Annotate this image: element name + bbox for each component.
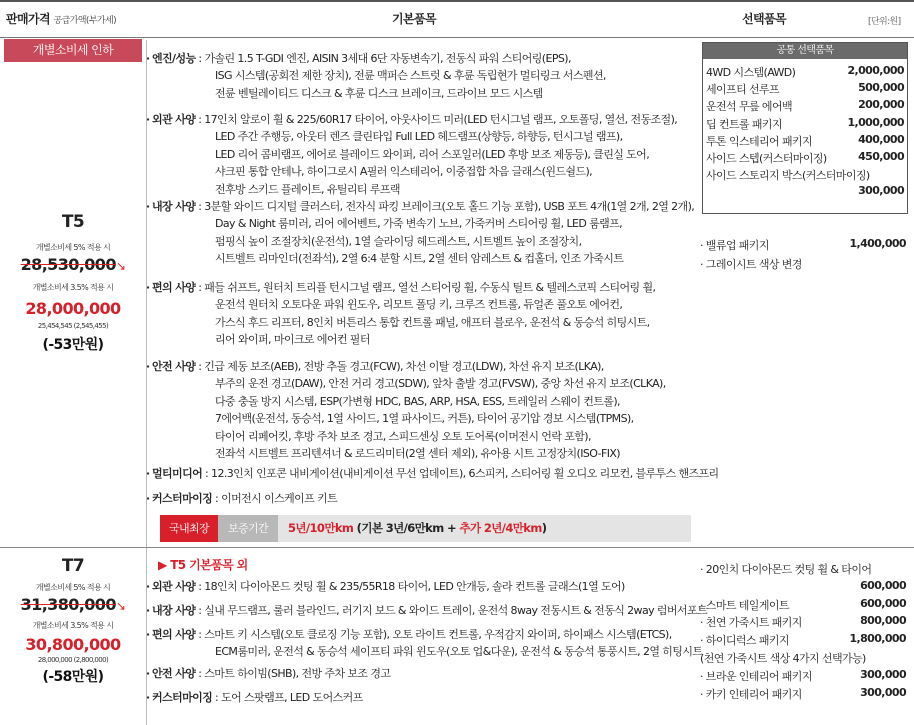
spec-text: 이머전시 이스케이프 키트 [221, 492, 338, 505]
bullet-icon: · [146, 492, 150, 505]
bullet-icon: · [146, 604, 150, 617]
tax-cut-band: 개별소비세 인하 [4, 39, 142, 62]
tax35-label: 개별소비세 3.5% 적용 시 [32, 283, 114, 292]
spec-section [146, 626, 703, 661]
arrow-icon: ↘ [115, 259, 126, 273]
spec-text: ISG 시스템(공회전 제한 장치), 전륜 맥퍼슨 스트럿 & 후륜 독립현가 멀티링크 서스펜션, [215, 69, 606, 83]
option-row [706, 64, 904, 81]
spec-line [146, 50, 606, 67]
spec-text: 가스식 후드 리프터, 8인치 버튼리스 통합 컨트롤 패널, 애프터 블로우, 운전석 & 동승석 히팅시트, [215, 315, 650, 329]
spec-text: 전후방 스키드 플레이트, 유틸리티 루프랙 [215, 182, 400, 196]
option-name: 투톤 익스테리어 패키지 [706, 134, 813, 148]
bullet-icon: · [146, 281, 150, 294]
option-name: 사이드 스토리지 박스(커스터마이징) [706, 169, 870, 183]
option-row [700, 632, 906, 649]
spec-section [146, 198, 695, 268]
option-price: 450,000 [858, 150, 904, 163]
spec-text: LED 리어 콤비램프, 에어로 블레이드 와이퍼, 리어 스포일러(LED 후방 보조 제동등), 클린실 도어, [215, 147, 650, 161]
tax5-label: 개별소비세 5% 적용 시 [35, 243, 111, 252]
option-price: 600,000 [860, 596, 906, 610]
spec-section [146, 665, 391, 682]
option-name: 4WD 시스템(AWD) [706, 66, 796, 79]
option-row [700, 668, 906, 685]
spec-text: LED 주간 주행등, 아웃터 렌즈 클린타입 Full LED 헤드램프(상향등, 하향등, 턴시그널 램프), [215, 130, 623, 144]
spec-text: 스마트 하이빔(SHB), 전방 주차 보조 경고 [204, 667, 391, 680]
spec-text: 전륜 벤틸레이티드 디스크 & 후륜 디스크 브레이크, 드라이브 모드 시스템 [215, 86, 543, 100]
option-price: 1,800,000 [849, 632, 906, 646]
price-note: 공급가액(부가세) [53, 16, 117, 26]
spec-text: 18인치 다이아몬드 컷팅 휠 & 235/55R18 타이어, LED 안개등, 솔라 컨트롤 글래스(1열 도어) [204, 580, 625, 593]
spec-text: 7에어백(운전석, 동승석, 1열 사이드, 1열 파사이드, 커튼), 타이어 공기압 경보 시스템(TPMS), [215, 412, 634, 426]
t5-price-block [4, 212, 142, 354]
spec-section [146, 50, 606, 102]
spec-line [146, 279, 656, 296]
option-row [706, 133, 904, 150]
row-divider [0, 547, 914, 548]
option-name: · 브라운 인테리어 패키지 [700, 669, 812, 683]
spec-text: 리어 와이퍼, 마이크로 에어컨 필터 [215, 333, 370, 347]
option-price: 300,000 [860, 685, 906, 699]
option-items-title: 선택품목 [742, 12, 786, 26]
spec-label: 편의 사양 [152, 628, 196, 641]
spec-section [146, 490, 338, 507]
option-name: · 밸류업 패키지 [700, 239, 769, 252]
bullet-icon: · [146, 467, 150, 480]
column-divider [146, 40, 147, 725]
bullet-icon: · [146, 691, 150, 704]
option-price: 500,000 [858, 81, 904, 95]
warranty-tag-longest: 국내최장 [160, 515, 218, 542]
spec-text: 17인치 알로이 휠 & 225/60R17 타이어, 아웃사이드 미러(LED 턴시그널 램프, 오토폴딩, 열선, 전동조절), [204, 113, 678, 126]
unit-label: [단위:원] [868, 17, 901, 27]
spec-section [146, 689, 363, 706]
spec-section [146, 465, 719, 482]
option-name: 사이드 스텝(커스터마이징) [706, 152, 827, 165]
separator: : [212, 492, 222, 505]
separator: : [202, 467, 212, 480]
option-row [706, 184, 904, 201]
option-price: 800,000 [860, 614, 906, 628]
bullet-icon: · [146, 667, 150, 680]
spec-label: 내장 사양 [152, 604, 196, 617]
option-row [706, 116, 904, 133]
price-tax35: 28,000,000 [25, 299, 121, 318]
trim-name: T5 [61, 212, 85, 232]
option-name: · 20인치 다이아몬드 컷팅 휠 & 타이어 [700, 563, 872, 576]
spec-section [146, 279, 656, 349]
option-name: (천연 가죽시트 색상 4가지 선택가능) [700, 652, 866, 665]
spec-section [146, 358, 666, 462]
option-name: · 그레이시트 색상 변경 [700, 258, 802, 271]
spec-label: 안전 사양 [152, 360, 196, 373]
option-name: · 천연 가죽시트 패키지 [700, 616, 802, 630]
spec-text: 샤크핀 통합 안테나, 하이그로시 A필러 익스테리어, 이중접합 차음 글래스(윈드쉴드), [215, 165, 593, 179]
option-price: 400,000 [858, 132, 904, 146]
option-price: 300,000 [858, 184, 904, 198]
spec-label: 외관 사양 [152, 580, 196, 593]
spec-text: 패들 쉬프트, 원터치 트리플 턴시그널 램프, 열선 스티어링 휠, 수동식 틸트 & 텔레스코픽 스티어링 휠, [204, 281, 656, 294]
spec-section [146, 602, 708, 619]
supply-price: 28,000,000 (2,800,000) [37, 656, 109, 664]
option-name: 운전석 무릎 에어백 [706, 100, 793, 114]
option-name: 딥 컨트롤 패키지 [706, 117, 782, 131]
spec-text: 시트벨트 리마인더(전좌석), 2열 6:4 분할 시트, 2열 센터 암레스트 & 컵홀더, 인조 가죽시트 [215, 252, 624, 266]
spec-text: 3분할 와이드 디지털 클러스터, 전자식 파킹 브레이크(오토 홀드 기능 포함), USB 포트 4개(1열 2개, 2열 2개), [204, 200, 695, 213]
bullet-icon: · [146, 628, 150, 641]
warranty-text [288, 515, 546, 542]
spec-text: ECM룸미러, 운전석 & 동승석 세이프티 파워 윈도우(오토 업&다운), 운전석 & 동승석 통풍시트, 2열 히팅시트 [215, 645, 703, 659]
separator: : [195, 360, 205, 373]
option-row [700, 579, 906, 596]
bullet-icon: · [146, 113, 150, 126]
spec-text: 가솔린 1.5 T-GDI 엔진, AISIN 3세대 6단 자동변속기, 전동식 파워 스티어링(EPS), [204, 52, 571, 65]
option-price: 1,400,000 [849, 237, 906, 250]
spec-line [146, 689, 363, 706]
price-tax35: 30,800,000 [25, 635, 121, 654]
option-row [700, 686, 906, 703]
warranty-extra: 추가 2년/4만km [459, 521, 542, 535]
option-row [700, 650, 906, 667]
option-price: 300,000 [860, 667, 906, 681]
t7-section-head: ▶ T5 기본품목 외 [158, 558, 248, 572]
spec-text: 운전석 원터치 오토다운 파워 윈도우, 리모트 폴딩 키, 크루즈 컨트롤, 듀얼존 풀오토 에어컨, [215, 298, 623, 312]
option-price: 1,000,000 [847, 115, 904, 129]
option-row [700, 237, 906, 254]
separator: : [195, 281, 205, 294]
spec-label: 커스터마이징 [152, 492, 213, 505]
option-row [706, 98, 904, 115]
option-row [706, 150, 904, 167]
spec-label: 안전 사양 [152, 667, 196, 680]
option-row [706, 81, 904, 98]
spec-text: 스마트 키 시스템(오토 클로징 기능 포함), 오토 라이트 컨트롤, 우적감지 와이퍼, 하이패스 시스템(ETCS), [204, 628, 672, 641]
supply-price: 25,454,545 (2,545,455) [37, 322, 109, 330]
t7-price-block [4, 556, 142, 686]
tax5-label: 개별소비세 5% 적용 시 [35, 583, 111, 592]
common-options-title: 공통 선택품목 [703, 43, 907, 59]
separator: : [195, 604, 205, 617]
separator: : [195, 580, 205, 593]
spec-label: 멀티미디어 [152, 467, 203, 480]
price-title: 판매가격 [6, 12, 50, 26]
option-row [700, 614, 906, 631]
bullet-icon: · [146, 580, 150, 593]
option-name: · 스마트 테일게이트 [700, 598, 789, 612]
spec-line [146, 111, 678, 128]
warranty-end: ) [541, 521, 547, 535]
bullet-icon: · [146, 52, 150, 65]
warranty-base: (기본 3년/6만km + [353, 521, 460, 535]
spec-line [146, 490, 338, 507]
spec-label: 커스터마이징 [152, 691, 213, 704]
spec-line [146, 578, 625, 595]
option-price: 600,000 [860, 578, 906, 592]
spec-text: 긴급 제동 보조(AEB), 전방 추돌 경고(FCW), 차선 이탈 경고(LDW), 차선 유지 보조(LKA), [204, 360, 604, 373]
option-name: · 카키 인테리어 패키지 [700, 687, 802, 701]
trim-name: T7 [61, 556, 85, 576]
spec-line [146, 602, 708, 619]
spec-text: 실내 무드램프, 룰러 블라인드, 러기지 보드 & 와이드 트레이, 운전석 8way 전동시트 & 전동식 2way 럼버서포트 [204, 604, 708, 617]
separator: : [195, 628, 205, 641]
separator: : [195, 200, 205, 213]
bullet-icon: · [146, 200, 150, 213]
spec-line [146, 665, 391, 682]
spec-line [146, 626, 702, 643]
spec-line [146, 358, 666, 375]
spec-text: 펌핑식 높이 조절장치(운전석), 1열 슬라이딩 헤드레스트, 시트벨트 높이 조절장치, [215, 234, 582, 248]
bullet-icon: · [146, 360, 150, 373]
arrow-icon: ↘ [115, 599, 126, 613]
separator: : [195, 113, 205, 126]
price-column-title [6, 10, 116, 27]
option-row [706, 167, 904, 184]
spec-text: 타이어 리페어킷, 후방 주차 보조 경고, 스피드센싱 오토 도어록(이머전시 언락 포함), [215, 429, 591, 443]
spec-text: 다중 충돌 방지 시스템, ESP(가변형 HDC, BAS, ARP, HSA, ESS, 트레일러 스웨이 컨트롤), [215, 394, 620, 408]
price-tax5: 31,380,000 [20, 595, 116, 614]
price-diff: (-53만원) [42, 337, 104, 353]
separator: : [195, 667, 205, 680]
spec-label: 엔진/성능 [152, 52, 196, 65]
spec-label: 외관 사양 [152, 113, 196, 126]
spec-section [146, 111, 678, 198]
tax35-label: 개별소비세 3.5% 적용 시 [32, 621, 114, 630]
spec-label: 편의 사양 [152, 281, 196, 294]
option-name: 세이프티 선루프 [706, 83, 780, 97]
separator: : [195, 52, 205, 65]
spec-line [146, 465, 719, 482]
spec-section [146, 578, 625, 595]
spec-label: 내장 사양 [152, 200, 196, 213]
option-name: · 하이디럭스 패키지 [700, 634, 789, 648]
spec-text: 부주의 운전 경고(DAW), 안전 거리 경고(SDW), 앞차 출발 경고(FVSW), 중앙 차선 유지 보조(CLKA), [215, 377, 666, 391]
option-row [700, 256, 906, 273]
spec-text: 전좌석 시트벨트 프리텐셔너 & 로드리미터(2열 센터 제외), 유아용 시트 고정장치(ISO-FIX) [215, 447, 620, 461]
price-diff: (-58만원) [42, 669, 104, 685]
option-price: 2,000,000 [847, 64, 904, 77]
warranty-main: 5년/10만km [288, 521, 354, 535]
spec-text: 12.3인치 인포콘 내비게이션(내비게이션 무선 업데이트), 6스피커, 스티어링 휠 오디오 리모컨, 블루투스 핸즈프리 [211, 467, 719, 480]
warranty-tag-period: 보증기간 [218, 515, 278, 542]
option-row [700, 561, 906, 578]
spec-text: 도어 스팟램프, LED 도어스커프 [221, 691, 363, 704]
spec-line [146, 198, 695, 215]
price-tax5: 28,530,000 [20, 255, 116, 274]
separator: : [212, 691, 222, 704]
spec-text: Day & Night 룸미러, 리어 에어벤트, 가죽 변속기 노브, 가죽커버 스티어링 휠, LED 룸램프, [215, 217, 623, 231]
option-price: 200,000 [858, 98, 904, 112]
option-row [700, 597, 906, 614]
basic-items-title: 기본품목 [392, 12, 436, 26]
